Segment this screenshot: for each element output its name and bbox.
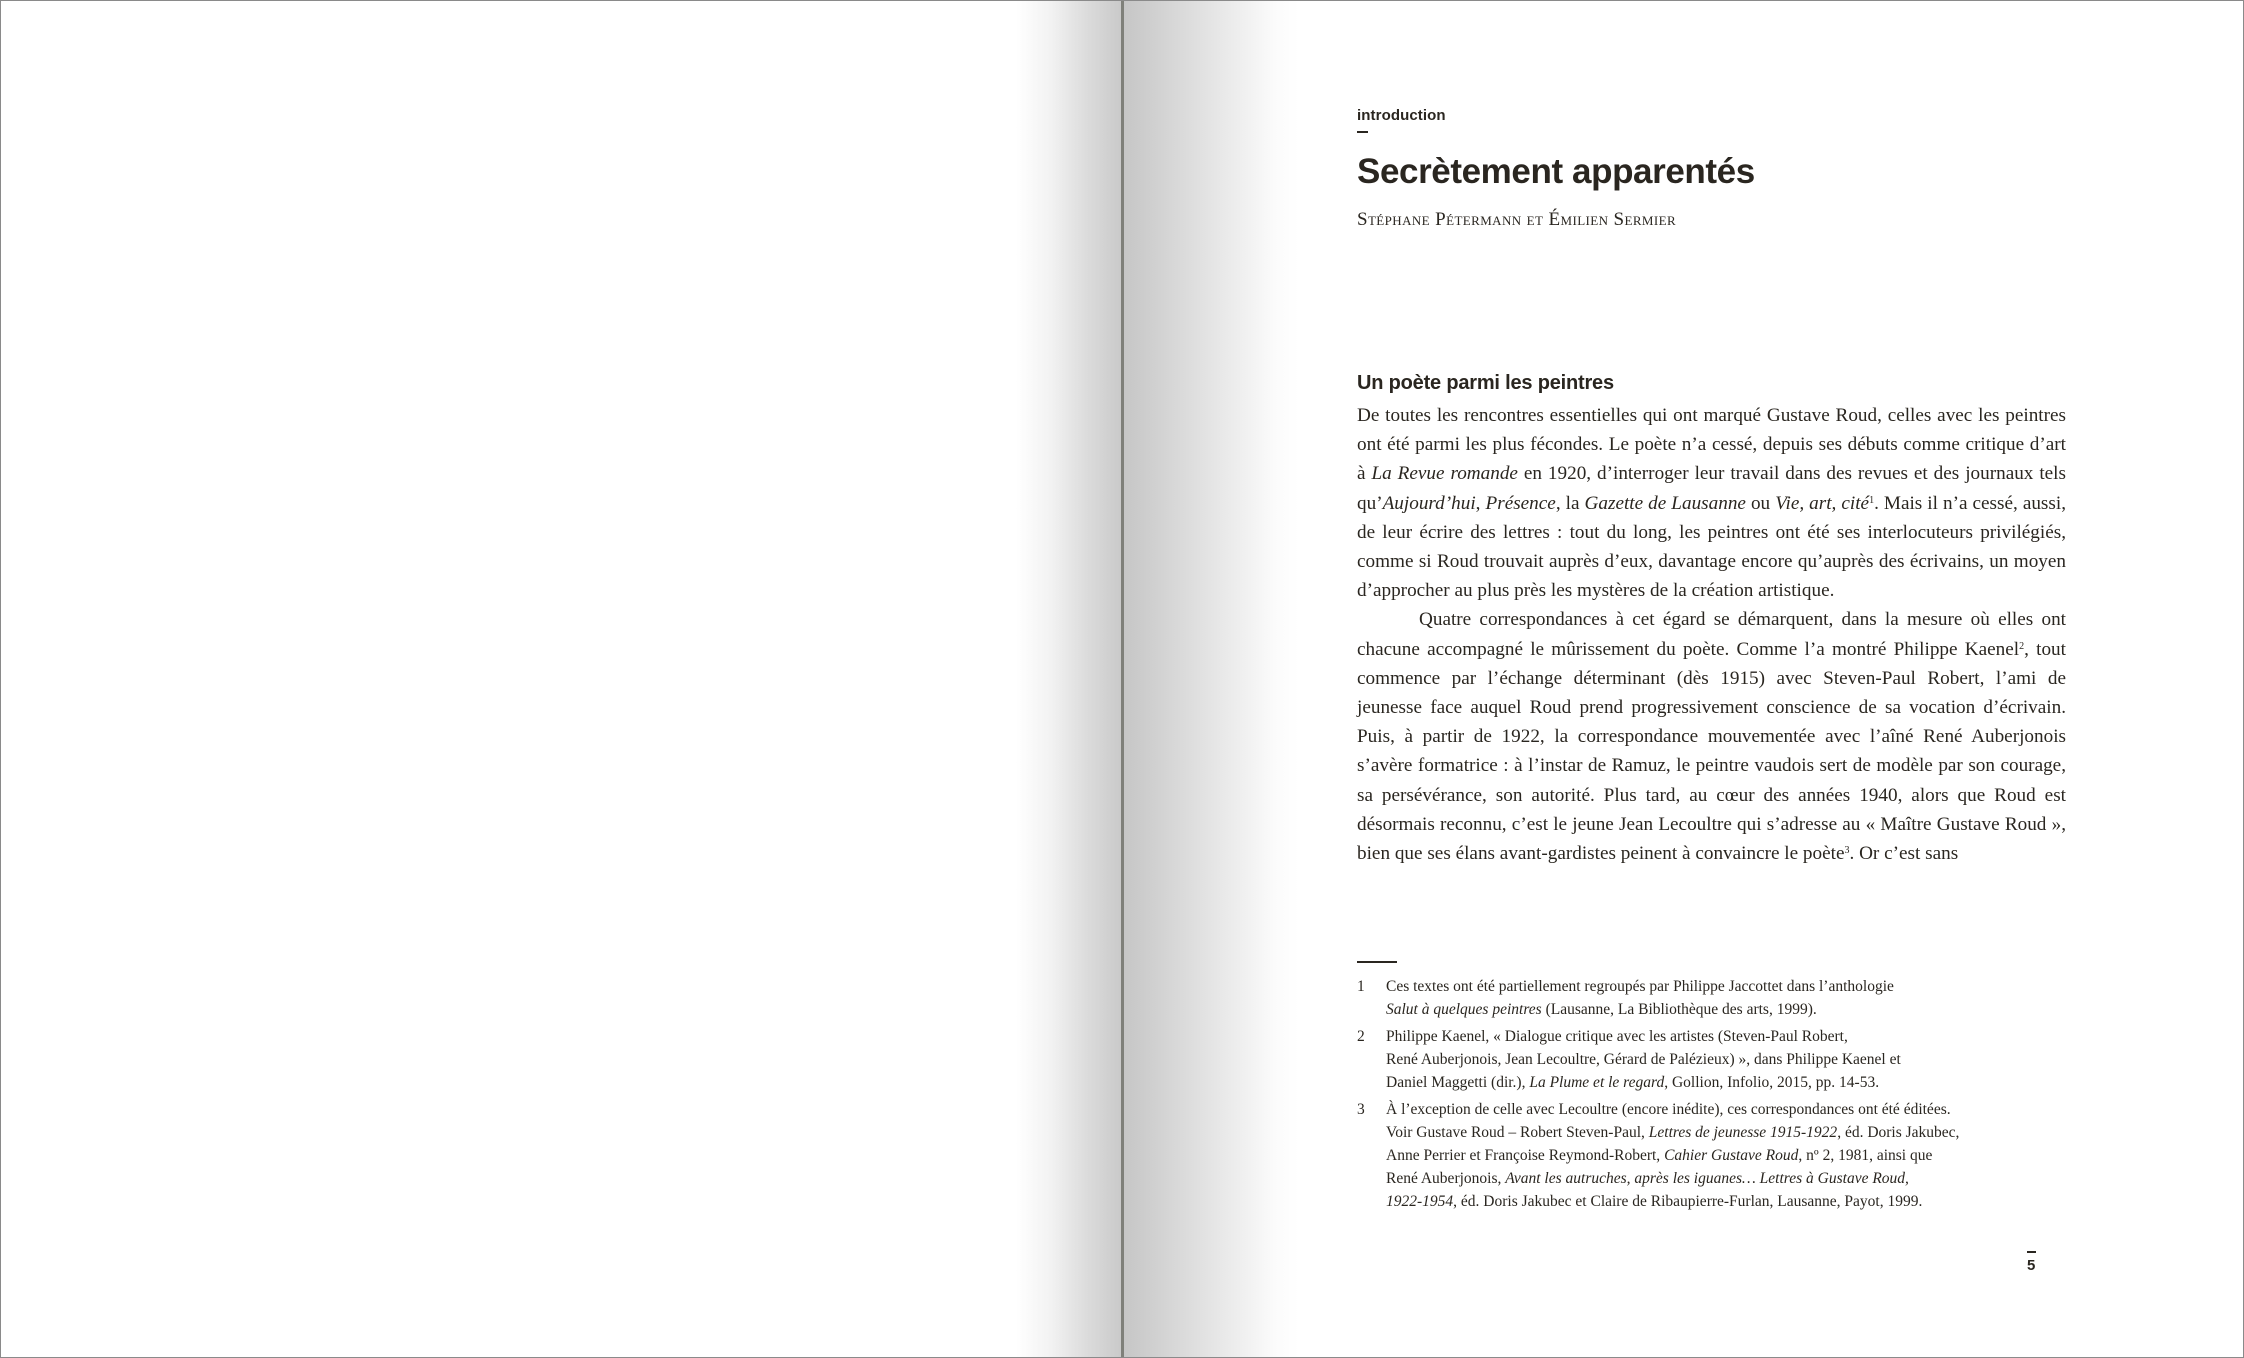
page-number: 5 (2027, 1257, 2036, 1274)
footnote-ref[interactable]: 2 (2019, 640, 2025, 652)
italic-title: Aujourd’hui (1382, 492, 1476, 514)
footnote-text (1386, 1025, 2066, 1094)
body-text (1357, 401, 2066, 868)
footnotes (1357, 975, 2066, 1217)
footnote-text (1386, 975, 2066, 1021)
left-page (1, 1, 1122, 1357)
footnote-line: Anne Perrier et Françoise Reymond-Robert, Cahier Gustave Roud, nº 2, 1981, ainsi que (1386, 1147, 1933, 1164)
section-label: introduction (1357, 107, 1446, 124)
italic-title: Salut à quelques peintres (1386, 1001, 1542, 1018)
italic-title: Cahier Gustave Roud (1664, 1147, 1799, 1164)
page-number-dash (2027, 1251, 2036, 1253)
footnote-number: 2 (1357, 1028, 1365, 1045)
italic-title: La Plume et le regard (1529, 1074, 1665, 1091)
footnote-separator (1357, 961, 1397, 963)
footnote-line: René Auberjonois, Jean Lecoultre, Gérard de Palézieux) », dans Philippe Kaenel et (1386, 1051, 1901, 1068)
footnote-line: 1922-1954, éd. Doris Jakubec et Claire de Ribaupierre-Furlan, Lausanne, Payot, 1999. (1386, 1193, 1923, 1210)
footnote-ref[interactable]: 3 (1844, 845, 1850, 857)
footnote (1357, 975, 2066, 1021)
footnote-line: Voir Gustave Roud – Robert Steven-Paul, Lettres de jeunesse 1915-1922, éd. Doris Jakubec, (1386, 1124, 1960, 1141)
footnote-line: Daniel Maggetti (dir.), La Plume et le regard, Gollion, Infolio, 2015, pp. 14-53. (1386, 1074, 1880, 1091)
footnote-line: Ces textes ont été partiellement regroupés par Philippe Jaccottet dans l’anthologie (1386, 978, 1894, 995)
footnote (1357, 1025, 2066, 1094)
italic-title: Vie, art, cité (1775, 492, 1870, 514)
paragraph: Quatre correspondances à cet égard se démarquent, dans la mesure où elles ont chacune accompagné le mûrissement du poète. Comme l’a montré Philippe Kaenel$^2$, tout commence par l’échange déterminant (dès 1915) avec Steven-Paul Robert, l’ami de jeunesse face auquel Roud prend progressivement conscience de sa vocation d’écrivain. Puis, à partir de 1922, la correspondance mouvementée avec l’aîné René Auberjonois s’avère formatrice : à l’instar de Ramuz, le peintre vaudois sert de modèle par son courage, sa persévérance, son autorité. Plus tard, au cœur des années 1940, alors que Roud est désormais reconnu, c’est le jeune Jean Lecoultre qui s’adresse au « Maître Gustave Roud », bien que ses élans avant-gardistes peinent à convaincre le poète$^3$. Or c’est sans (1357, 609, 2066, 865)
chapter-authors: Stéphane Pétermann et Émilien Sermier (1357, 209, 1677, 230)
italic-title: Lettres de jeunesse 1915-1922 (1648, 1124, 1838, 1141)
footnote-number: 1 (1357, 978, 1365, 995)
page-content (1357, 0, 2066, 1210)
footnote-line: À l’exception de celle avec Lecoultre (encore inédite), ces correspondances ont été éditées. (1386, 1101, 1951, 1118)
footnote-text (1386, 1098, 2066, 1213)
footnote-line: Salut à quelques peintres (Lausanne, La Bibliothèque des arts, 1999). (1386, 1001, 1817, 1018)
chapter-title: Secrètement apparentés (1357, 152, 1755, 191)
paragraph: De toutes les rencontres essentielles qui ont marqué Gustave Roud, celles avec les peintres ont été parmi les plus fécondes. Le poète n’a cessé, depuis ses débuts comme critique d’art à La Revue romande en 1920, d’interroger leur travail dans des revues et des journaux tels qu’Aujourd’hui, Présence, la Gazette de Lausanne ou Vie, art, cité$^1$. Mais il n’a cessé, aussi, de leur écrire des lettres : tout du long, les peintres ont été ses interlocuteurs privilégiés, comme si Roud trouvait auprès d’eux, davantage encore qu’auprès des écrivains, un moyen d’approcher au plus près les mystères de la création artistique. (1357, 405, 2066, 602)
italic-title: La Revue romande (1371, 463, 1518, 485)
footnote-ref[interactable]: 1 (1869, 494, 1875, 506)
italic-title: Présence (1485, 492, 1556, 514)
footnote (1357, 1098, 2066, 1213)
italic-title: 1922-1954 (1386, 1193, 1454, 1210)
footnote-number: 3 (1357, 1101, 1365, 1118)
section-heading: Un poète parmi les peintres (1357, 372, 1614, 394)
section-dash (1357, 131, 1368, 133)
italic-title: Gazette de Lausanne (1584, 492, 1746, 514)
footnote-line: René Auberjonois, Avant les autruches, après les iguanes… Lettres à Gustave Roud, (1386, 1170, 1909, 1187)
italic-title: Avant les autruches, après les iguanes… Lettres à Gustave Roud, (1505, 1170, 1909, 1187)
footnote-line: Philippe Kaenel, « Dialogue critique avec les artistes (Steven-Paul Robert, (1386, 1028, 1848, 1045)
